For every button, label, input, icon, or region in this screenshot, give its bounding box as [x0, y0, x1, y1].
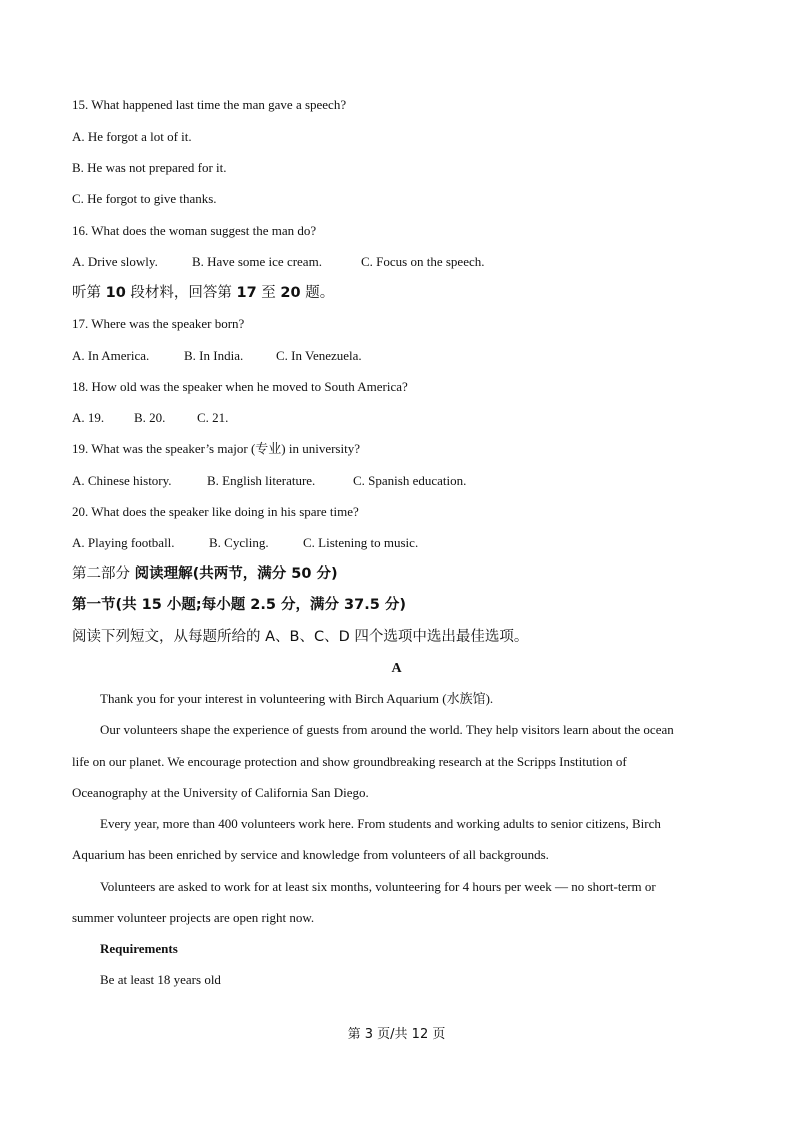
question-20-options [72, 535, 418, 551]
question-16-option-a: A. Drive slowly. [72, 254, 158, 269]
section-10-heading [72, 285, 334, 301]
question-17-option-c: C. In Venezuela. [276, 348, 362, 363]
section-10-text-1: 听第 [72, 285, 106, 301]
requirement-item-1: Be at least 18 years old [100, 972, 221, 987]
question-15-stem: 15. What happened last time the man gave a speech? [72, 97, 347, 112]
section-10-text-4: 题。 [300, 285, 335, 301]
question-16-options [72, 254, 484, 270]
section-10-num-3: 20 [280, 285, 301, 301]
question-17-option-a: A. In America. [72, 348, 150, 363]
passage-paragraph-2-line-3: Oceanography at the University of California San Diego. [72, 785, 369, 800]
question-15-option-a: A. He forgot a lot of it. [72, 129, 192, 144]
passage-paragraph-4-line-1: Volunteers are asked to work for at least six months, volunteering for 4 hours per week — no short-term or [100, 879, 656, 894]
question-20-stem: 20. What does the speaker like doing in his spare time? [72, 504, 359, 519]
question-18-stem: 18. How old was the speaker when he moved to South America? [72, 379, 408, 394]
question-18-option-b: B. 20. [134, 410, 166, 425]
passage-paragraph-2-line-1: Our volunteers shape the experience of guests from around the world. They help visitors learn about the ocean [100, 722, 674, 737]
section-10-text-3: 至 [256, 285, 281, 301]
question-16-option-c: C. Focus on the speech. [361, 254, 485, 269]
section-10-text-2: 段材料，回答第 [125, 285, 237, 301]
question-17-option-b: B. In India. [184, 348, 244, 363]
question-16-option-b: B. Have some ice cream. [192, 254, 322, 269]
passage-paragraph-3-line-2: Aquarium has been enriched by service and knowledge from volunteers of all backgrounds. [72, 847, 549, 862]
passage-paragraph-4-line-2: summer volunteer projects are open right now. [72, 910, 315, 925]
question-20-option-c: C. Listening to music. [303, 535, 419, 550]
question-18-option-c: C. 21. [197, 410, 229, 425]
section-10-num-1: 10 [105, 285, 126, 301]
passage-heading: A [391, 661, 402, 676]
question-20-option-b: B. Cycling. [209, 535, 269, 550]
question-19-option-a: A. Chinese history. [72, 473, 172, 488]
question-17-stem: 17. Where was the speaker born? [72, 316, 245, 331]
part-2-section-1-heading: 第一节(共 15 小题;每小题 2.5 分，满分 37.5 分) [72, 597, 406, 613]
question-17-options [72, 348, 362, 364]
page-footer: 第 3 页/共 12 页 [347, 1027, 446, 1042]
part-2-instruction: 阅读下列短文，从每题所给的 A、B、C、D 四个选项中选出最佳选项。 [72, 629, 529, 645]
question-20-option-a: A. Playing football. [72, 535, 175, 550]
question-18-options [72, 410, 228, 426]
question-16-stem: 16. What does the woman suggest the man do? [72, 223, 317, 238]
question-19-option-c: C. Spanish education. [353, 473, 467, 488]
requirements-heading: Requirements [100, 941, 178, 956]
passage-paragraph-3-line-1: Every year, more than 400 volunteers work here. From students and working adults to senior citizens, Birch [100, 816, 661, 831]
passage-paragraph-2-line-2: life on our planet. We encourage protection and show groundbreaking research at the Scripps Institution of [72, 754, 627, 769]
section-10-num-2: 17 [236, 285, 257, 301]
question-19-stem: 19. What was the speaker’s major (专业) in university? [72, 441, 360, 456]
part-2-title [72, 566, 338, 582]
question-15-option-c: C. He forgot to give thanks. [72, 191, 217, 206]
part-2-title-label: 第二部分 [72, 566, 135, 582]
question-18-option-a: A. 19. [72, 410, 105, 425]
question-15-option-b: B. He was not prepared for it. [72, 160, 227, 175]
question-19-options [72, 473, 466, 489]
passage-paragraph-1: Thank you for your interest in volunteering with Birch Aquarium (水族馆). [100, 691, 494, 706]
part-2-title-text: 阅读理解(共两节，满分 50 分) [134, 566, 338, 582]
question-19-option-b: B. English literature. [207, 473, 316, 488]
